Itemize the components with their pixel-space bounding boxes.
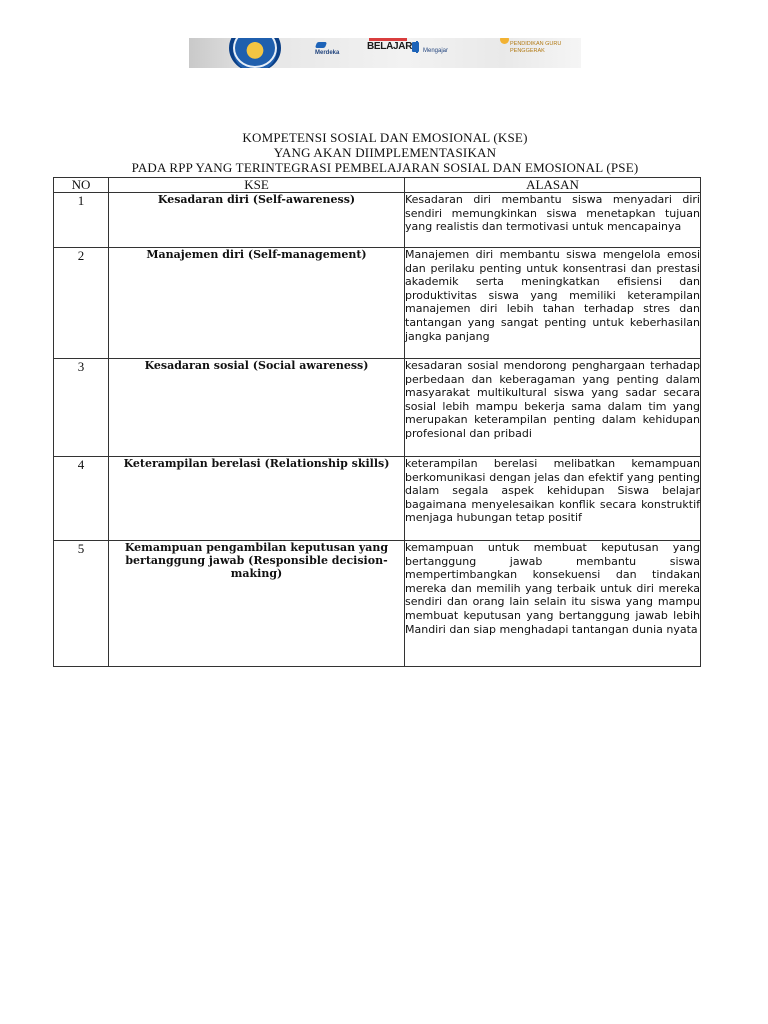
- row-number: 4: [54, 457, 109, 541]
- mengajar-label: Mengajar: [423, 48, 449, 54]
- row-number: 3: [54, 359, 109, 457]
- table-row: [54, 193, 701, 248]
- guru-penggerak-logo-icon: [500, 38, 509, 44]
- table-header-row: [54, 178, 701, 193]
- merdeka-label: Merdeka: [315, 50, 340, 56]
- guru-penggerak-label: PENDIDIKAN GURU PENGGERAK: [510, 41, 562, 54]
- alasan-text: kesadaran sosial mendorong penghargaan terhadap perbedaan dan keberagaman yang penting dalam masyarakat multikultural siswa yang sadar secara sosial lebih mampu bekerja sama dalam tim yang merupakan keterampilan penting dalam kehidupan profesional dan pribadi: [405, 359, 701, 457]
- document-title: [50, 130, 720, 175]
- table-row: [54, 359, 701, 457]
- kse-name: Kesadaran diri (Self-awareness): [109, 193, 405, 248]
- kse-name: Kesadaran sosial (Social awareness): [109, 359, 405, 457]
- merdeka-logo-icon: [315, 42, 327, 48]
- header-kse: KSE: [109, 178, 405, 193]
- table-row: [54, 457, 701, 541]
- alasan-text: Kesadaran diri membantu siswa menyadari diri sendiri memungkinkan siswa menetapkan tujuan yang realistis dan termotivasi untuk mencapainya: [405, 193, 701, 248]
- alasan-text: kemampuan untuk membuat keputusan yang bertanggung jawab membantu siswa mempertimbangkan konsekuensi dan tindakan mereka dan memilih yang terbaik untuk diri mereka sendiri dan orang lain selain itu siswa yang mampu membuat keputusan yang bertanggung jawab lebih Mandiri dan siap menghadapi tantangan dunia nyata: [405, 541, 701, 667]
- title-line-3: PADA RPP YANG TERINTEGRASI PEMBELAJARAN SOSIAL DAN EMOSIONAL (PSE): [131, 160, 639, 175]
- kse-name: Kemampuan pengambilan keputusan yang bertanggung jawab (Responsible decision-making): [109, 541, 405, 667]
- table-row: [54, 541, 701, 667]
- mengajar-logo-icon: [412, 42, 419, 52]
- header-banner: [189, 38, 581, 68]
- row-number: 2: [54, 248, 109, 359]
- row-number: 5: [54, 541, 109, 667]
- title-line-2: YANG AKAN DIIMPLEMENTASIKAN: [273, 145, 497, 160]
- title-line-1: KOMPETENSI SOSIAL DAN EMOSIONAL (KSE): [242, 130, 528, 145]
- alasan-text: Manajemen diri membantu siswa mengelola emosi dan perilaku penting untuk konsentrasi dan prestasi akademik serta meningkatkan efisiensi dan produktivitas siswa yang memiliki keterampilan manajemen diri lebih tahan terhadap stres dan tantangan yang sangat penting untuk keberhasilan jangka panjang: [405, 248, 701, 359]
- header-no: NO: [54, 178, 109, 193]
- kse-name: Keterampilan berelasi (Relationship skills): [109, 457, 405, 541]
- kse-name: Manajemen diri (Self-management): [109, 248, 405, 359]
- header-alasan: ALASAN: [405, 178, 701, 193]
- kse-table: [53, 177, 701, 667]
- belajar-label: BELAJAR: [367, 41, 418, 53]
- table-row: [54, 248, 701, 359]
- row-number: 1: [54, 193, 109, 248]
- alasan-text: keterampilan berelasi melibatkan kemampuan berkomunikasi dengan jelas dan efektif yang penting dalam segala aspek kehidupan Siswa belajar bagaimana menyelesaikan konflik secara konstruktif menjaga hubungan tetap positif: [405, 457, 701, 541]
